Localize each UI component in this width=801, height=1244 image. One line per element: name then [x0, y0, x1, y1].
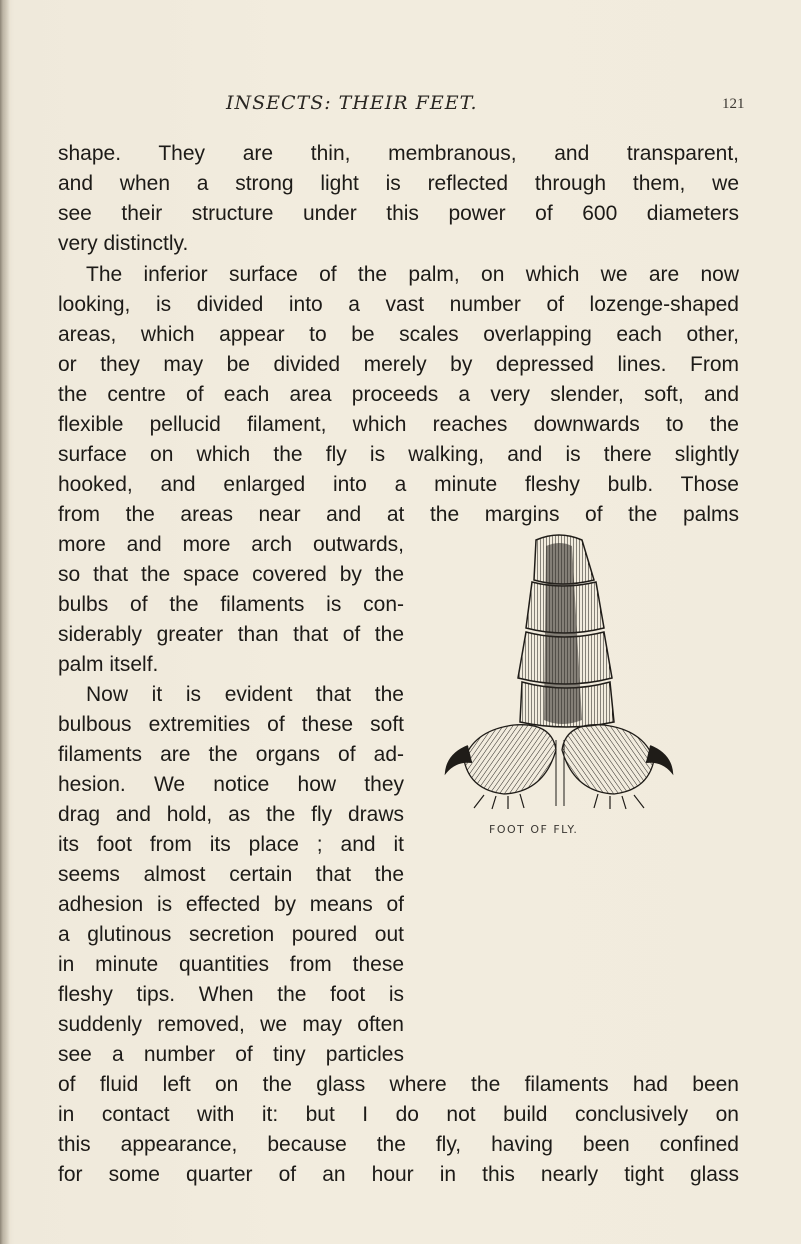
text-line: looking, is divided into a vast number of lozenge-shaped	[58, 293, 739, 316]
text-line: in contact with it: but I do not build conclusively on	[58, 1103, 739, 1126]
text-line: siderably greater than that of the	[58, 623, 404, 646]
text-line: very distinctly.	[58, 232, 189, 255]
text-line: the centre of each area proceeds a very slender, soft, and	[58, 383, 739, 406]
text-line: filaments are the organs of ad-	[58, 743, 404, 766]
text-line: see their structure under this power of 600 diameters	[58, 202, 739, 225]
text-line: The inferior surface of the palm, on which we are now	[86, 263, 739, 286]
fly-foot-illustration	[444, 510, 674, 810]
text-line: in minute quantities from these	[58, 953, 404, 976]
text-line: bulbous extremities of these soft	[58, 713, 404, 736]
text-line: from the areas near and at the margins of the palms	[58, 503, 739, 526]
figure-caption: FOOT OF FLY.	[489, 823, 579, 836]
text-line: shape. They are thin, membranous, and transparent,	[58, 142, 739, 165]
text-line: more and more arch outwards,	[58, 533, 404, 556]
text-line: hooked, and enlarged into a minute fleshy bulb. Those	[58, 473, 739, 496]
running-head: INSECTS: THEIR FEET.	[226, 92, 478, 114]
text-line: a glutinous secretion poured out	[58, 923, 404, 946]
text-line: see a number of tiny particles	[58, 1043, 404, 1066]
text-line: flexible pellucid filament, which reaches downwards to the	[58, 413, 739, 436]
text-line: fleshy tips. When the foot is	[58, 983, 404, 1006]
text-line: its foot from its place ; and it	[58, 833, 404, 856]
text-line: palm itself.	[58, 653, 159, 676]
text-line: for some quarter of an hour in this nearly tight glass	[58, 1163, 739, 1186]
text-line: hesion. We notice how they	[58, 773, 404, 796]
text-line: Now it is evident that the	[86, 683, 404, 706]
text-line: surface on which the fly is walking, and is there slightly	[58, 443, 739, 466]
binding-shadow	[0, 0, 10, 1244]
text-line: this appearance, because the fly, having been confined	[58, 1133, 739, 1156]
text-line: of fluid left on the glass where the filaments had been	[58, 1073, 739, 1096]
text-line: areas, which appear to be scales overlapping each other,	[58, 323, 739, 346]
text-line: suddenly removed, we may often	[58, 1013, 404, 1036]
text-line: drag and hold, as the fly draws	[58, 803, 404, 826]
text-line: so that the space covered by the	[58, 563, 404, 586]
text-line: bulbs of the filaments is con-	[58, 593, 404, 616]
text-line: adhesion is effected by means of	[58, 893, 404, 916]
text-line: or they may be divided merely by depressed lines. From	[58, 353, 739, 376]
text-line: seems almost certain that the	[58, 863, 404, 886]
text-line: and when a strong light is reflected through them, we	[58, 172, 739, 195]
page-number: 121	[722, 96, 745, 112]
